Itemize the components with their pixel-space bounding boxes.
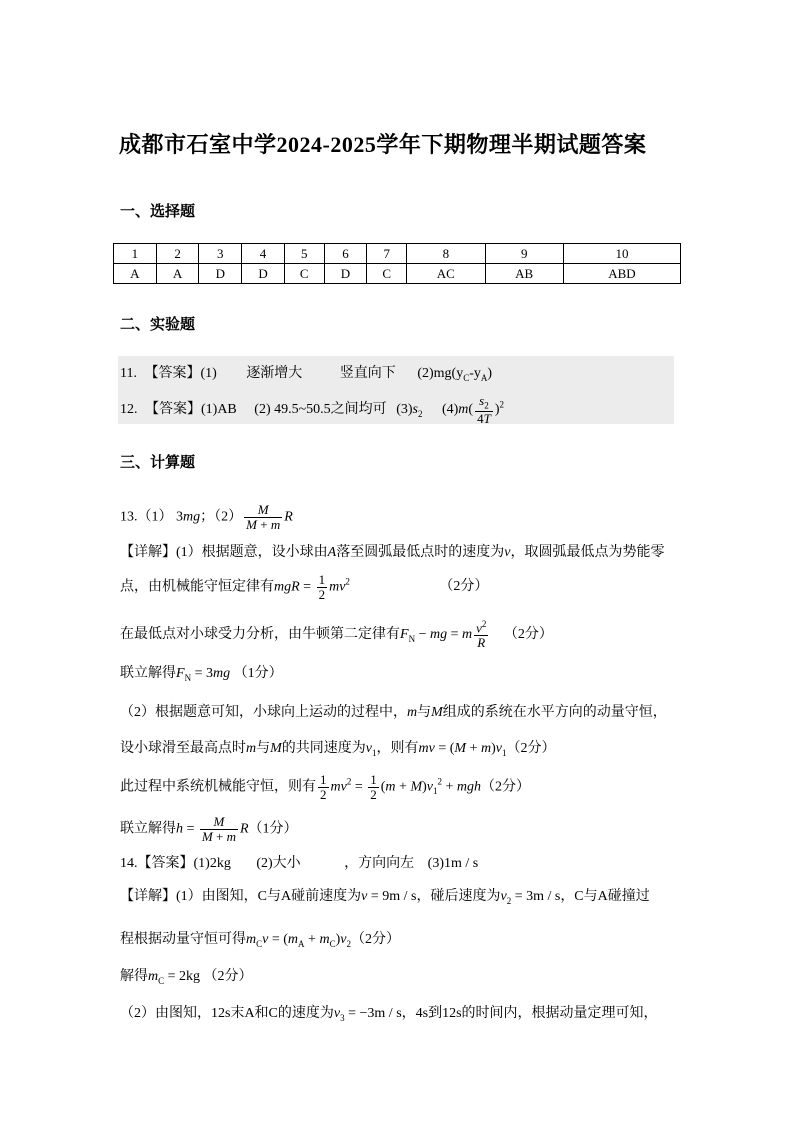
q11-a1: 逐渐增大: [246, 366, 303, 381]
detail-13-line6: 设小球滑至最高点时m与M的共同速度为$v_1$，则有mv = $(M + m)v_1(2$分）: [120, 741, 556, 758]
text: 组成的系统在水平方向的动量守恒，: [442, 705, 667, 720]
text: ，则有: [376, 741, 419, 756]
answer-line-11: [120, 362, 492, 383]
section-heading-calc: 三、计算题: [120, 455, 196, 471]
table-cell: ABD: [563, 264, 680, 284]
table-cell: C: [284, 264, 324, 284]
fraction: $\frac{1}{2}$: [318, 572, 326, 602]
detail-14-line1: 【详解】(1）由图知，C与A碰前速度为v = 9m / s，碰后速度为$v_2 = 3m / s$，C与A碰撞过: [120, 889, 650, 906]
score: （2分）: [439, 579, 489, 595]
q13-head: 13.（1）: [120, 509, 173, 525]
table-cell: C: [367, 264, 407, 284]
q12-p4: (4): [441, 402, 459, 418]
table-cell: 7: [367, 244, 407, 264]
detail-14-line4: （2）由图知，12s末A和C的速度为$v_3 = -3m / s$，4s到12s的时间内，根据动量定理可知，: [120, 1006, 658, 1023]
detail-14-line3: 解得$m_C = 2kg$ （2分）: [120, 969, 253, 986]
table-cell: D: [242, 264, 285, 284]
section-heading-choice: 一、选择题: [120, 204, 196, 220]
text: ，取圆弧最低点为势能零: [510, 545, 665, 560]
score: （1分）: [248, 821, 298, 837]
text: 与: [417, 705, 432, 720]
fraction: $\frac{M}{M + m}$: [201, 814, 236, 844]
q12-num: 12.: [120, 402, 138, 418]
text: 落至圆弧最低点时的速度为: [336, 545, 505, 560]
text: ，4s到12s的时间内，根据动量定理可知，: [401, 1006, 658, 1021]
q14-a2: (2)大小: [256, 856, 301, 871]
q12-tag: 【答案】(1)AB: [145, 402, 237, 418]
text: 联立解得: [120, 666, 176, 681]
text: 【详解】(1）由图知，C与A碰前速度为: [120, 889, 362, 904]
table-row-answers: [114, 264, 681, 284]
table-cell: A: [156, 264, 199, 284]
text: 程根据动量守恒可得: [120, 932, 246, 947]
answer-table: [113, 243, 681, 284]
table-cell: 8: [407, 244, 485, 264]
q13-head2: ；（2）: [200, 509, 243, 525]
table-cell: 4: [242, 244, 285, 264]
detail-13-line5: （2）根据题意可知，小球向上运动的过程中，m与M组成的系统在水平方向的动量守恒，: [120, 705, 667, 720]
q14-a3: ，方向向左: [344, 856, 415, 871]
text: 与: [256, 741, 271, 756]
table-cell: 2: [156, 244, 199, 264]
text: 的共同速度为: [281, 741, 366, 756]
q11-end: ): [487, 366, 493, 381]
q11-tag: 【答案】(1): [144, 366, 217, 381]
table-cell: AC: [407, 264, 485, 284]
score: （2分）: [350, 932, 400, 947]
fraction: $\frac{1}{2}$: [320, 772, 327, 802]
q14-a1: 2kg: [209, 856, 231, 871]
table-cell: 10: [563, 244, 680, 264]
text: ，碰后速度为: [416, 889, 501, 904]
table-cell: 3: [199, 244, 242, 264]
table-row-numbers: [114, 244, 681, 264]
text: 设小球滑至最高点时: [120, 741, 246, 756]
q14-a4: (3): [427, 856, 444, 871]
detail-13-line3: 在最低点对小球受力分析，由牛顿第二定律有$F_N$ − mg = m $\frac{v^2}{R}$ （2分）: [120, 619, 553, 650]
detail-13-line4: 联立解得$F_N = 3mg$ （1分）: [120, 666, 283, 683]
q11-mid: -y: [469, 366, 481, 381]
text: 【详解】(1）根据题意，设小球由: [120, 545, 328, 560]
answer-line-13: 13.（1） 3mg；（2） $\frac{M}{M + m}$ R: [120, 502, 293, 532]
detail-13-line1: 【详解】(1）根据题意，设小球由A落至圆弧最低点时的速度为v，取圆弧最低点为势能零: [120, 545, 665, 560]
text: 此过程中系统机械能守恒，则有: [120, 779, 316, 795]
q11-sub: C: [463, 372, 470, 383]
answer-line-12: 12. 【答案】(1)AB (2) 49.5~50.5之间均可 $(3)s_2$ (4)m( $\frac{s_2}{4T}$ )$^2$: [120, 393, 504, 427]
q11-num: 11.: [120, 366, 137, 381]
answer-line-14: [120, 852, 478, 872]
text: 联立解得: [120, 821, 176, 837]
text: 解得: [120, 969, 148, 984]
section-heading-experiment: 二、实验题: [120, 317, 196, 333]
fraction: $\frac{v^2}{R}$: [476, 619, 487, 650]
text: ，C与A碰撞过: [560, 889, 650, 904]
score: （2分）: [503, 627, 553, 643]
table-cell: 5: [284, 244, 324, 264]
detail-13-line2: 点，由机械能守恒定律有mgR = $\frac{1}{2}$ $mv^2$ （2分）: [120, 572, 489, 602]
q12-p3: (3): [396, 402, 413, 418]
q11-a2: 竖直向下: [339, 366, 396, 381]
fraction: $\frac{1}{2}$: [370, 772, 377, 802]
text: （2）由图知，12s末A和C的速度为: [120, 1006, 334, 1021]
q11-a3: (2)mg(y: [417, 366, 464, 381]
table-cell: 9: [485, 244, 563, 264]
text: 在最低点对小球受力分析，由牛顿第二定律有: [120, 627, 400, 643]
text: （2）根据题意可知，小球向上运动的过程中，: [120, 705, 407, 720]
table-cell: A: [114, 264, 157, 284]
detail-13-line7: 此过程中系统机械能守恒，则有 $\frac{1}{2}$ $mv^2$ = $\frac{1}{2}$ $(m + M)v_1^2 + mgh(2$分）: [120, 772, 531, 802]
q14-a4v: 1m / s: [443, 856, 479, 871]
detail-13-line8: 联立解得h = $\frac{M}{M + m}$ R（1分）: [120, 814, 298, 844]
score: （2分）: [506, 741, 556, 756]
score: （2分）: [481, 779, 531, 795]
q14-head: 14.【答案】(1): [120, 856, 210, 871]
q11-sub: A: [480, 372, 488, 383]
table-cell: AB: [485, 264, 563, 284]
table-cell: D: [324, 264, 367, 284]
fraction: $\frac{s_2}{4T}$: [477, 393, 491, 427]
text: 点，由机械能守恒定律有: [120, 579, 274, 595]
table-cell: 1: [114, 244, 157, 264]
score: （2分）: [203, 969, 253, 984]
table-cell: D: [199, 264, 242, 284]
page-title: 成都市石室中学2024-2025学年下期物理半期试题答案: [119, 132, 647, 157]
q12-p2: (2) 49.5~50.5之间均可: [254, 402, 387, 418]
table-cell: 6: [324, 244, 367, 264]
detail-14-line2: 程根据动量守恒可得$m_Cv = (m_A + m_C)v_2(2$分）: [120, 932, 400, 949]
fraction: $\frac{M}{M + m}$: [246, 502, 281, 532]
score: （1分）: [233, 666, 283, 681]
